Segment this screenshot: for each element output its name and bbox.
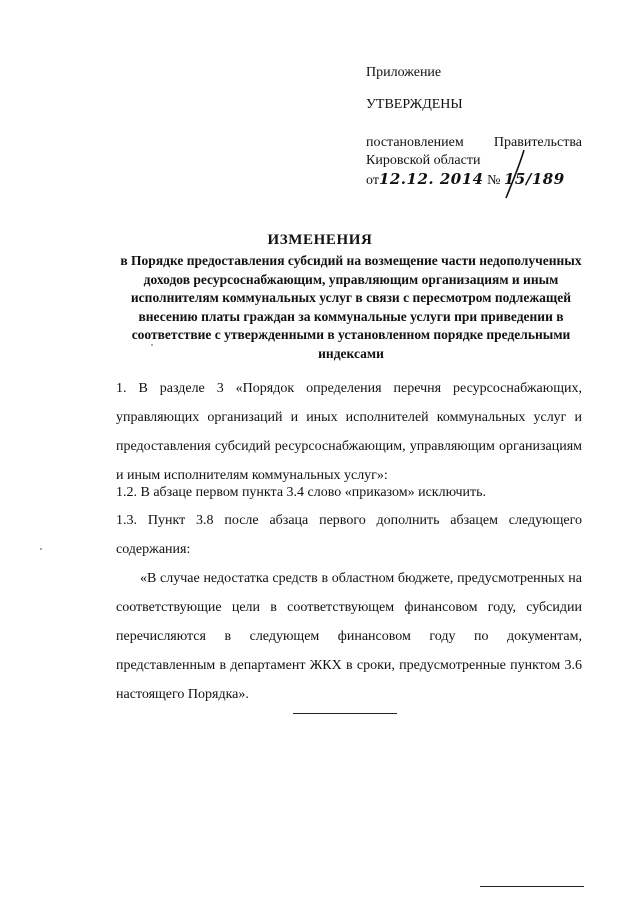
item-1-3: 1.3. Пункт 3.8 после абзаца первого дополнить абзацем следующего содержания: xyxy=(116,513,582,557)
end-divider-line xyxy=(293,713,397,714)
document-title: ИЗМЕНЕНИЯ xyxy=(267,232,373,248)
decree-region: Кировской области xyxy=(366,153,481,168)
quoted-paragraph: «В случае недостатка средств в областном бюджете, предусмотренных на соответствующие цели в соответствующем финансовом году, субсидии перечисляются в следующем финансовом году по документам, представленным в департамент ЖКХ в сроки, предусмотренные пунктом 3.6 настоящего Порядка». xyxy=(116,571,582,702)
approved-label: УТВЕРЖДЕНЫ xyxy=(366,97,463,112)
item-1-2: 1.2. В абзаце первом пункта 3.4 слово «приказом» исключить. xyxy=(116,485,487,500)
from-prefix: от xyxy=(366,173,379,188)
number-prefix: № xyxy=(487,173,501,188)
scan-speck xyxy=(151,344,153,346)
decree-government: Правительства xyxy=(493,135,582,150)
decree-reference xyxy=(366,134,582,170)
handwritten-date: 12.12. 2014 xyxy=(378,170,484,188)
handwritten-slash-mark xyxy=(500,148,530,200)
decree-date-line xyxy=(366,170,565,190)
handwritten-number: 15/189 xyxy=(503,170,565,188)
item-1: 1. В разделе 3 «Порядок определения перечня ресурсоснабжающих, управляющих организаций и иных исполнителей коммунальных услуг и предоставления субсидий ресурсоснабжающим, управляющим организациям и иным исполнителям коммунальных услуг»: xyxy=(116,381,582,483)
appendix-label: Приложение xyxy=(366,65,442,80)
bottom-divider-line xyxy=(480,886,584,887)
document-subtitle: в Порядке предоставления субсидий на возмещение части недополученных доходов ресурсоснабжающим, управляющим организациям и иным исполнителям коммунальных услуг в связи с пересмотром подлежащей внесению платы граждан за коммунальные услуги при приведении в соответствие с утвержденными в установленном порядке предельными индексами xyxy=(120,253,582,361)
decree-word: постановлением xyxy=(366,135,464,150)
scan-speck xyxy=(40,548,42,550)
